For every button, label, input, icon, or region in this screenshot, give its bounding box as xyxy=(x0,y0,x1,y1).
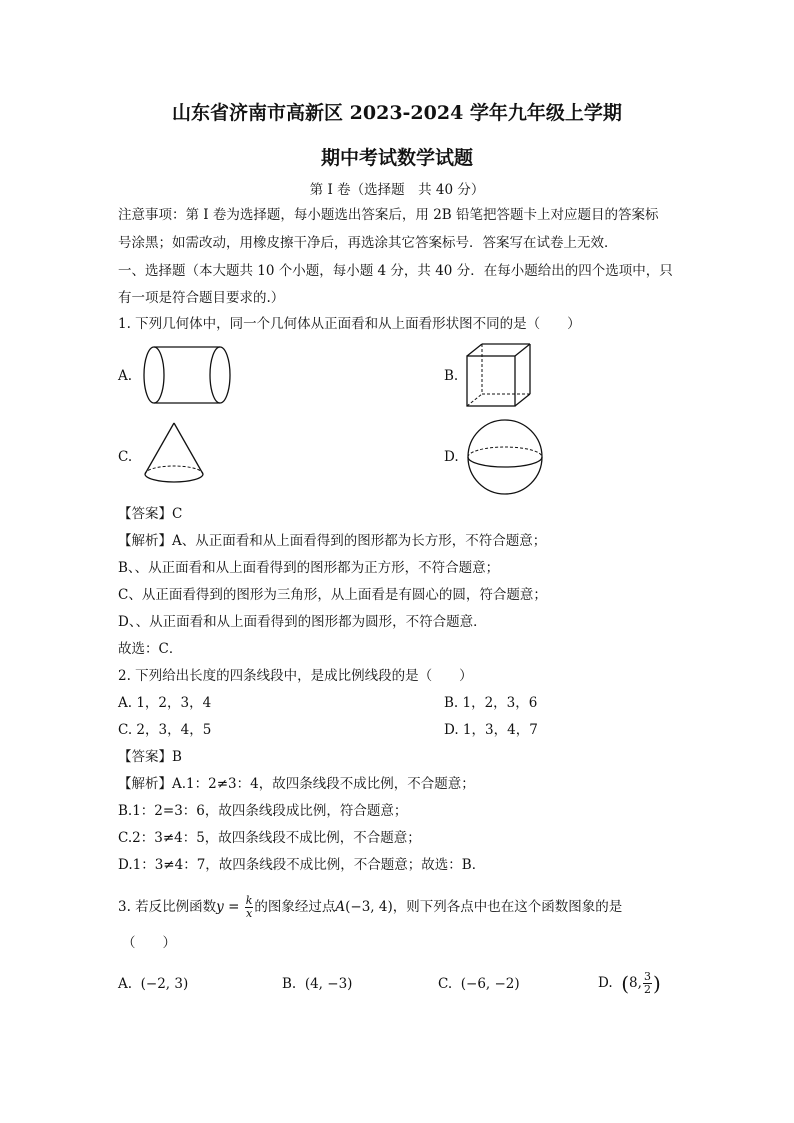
q1-analysis-line5: 故选：C． xyxy=(118,641,183,657)
notice-line1: 注意事项：第 I 卷为选择题，每小题选出答案后，用 2B 铅笔把答题卡上对应题目的答案标 xyxy=(118,207,659,223)
q2-answer: 【答案】B xyxy=(118,749,182,765)
q3-option-d-numerator: 3 xyxy=(643,970,651,983)
part1-line1: 一、选择题（本大题共 10 个小题，每小题 4 分，共 40 分．在每小题给出的四个选项中，只 xyxy=(118,263,673,279)
q1-analysis-line2: B、、从正面看和从上面看得到的图形都为正方形，不符合题意； xyxy=(118,560,500,576)
q3-option-d-open-paren: ( xyxy=(621,971,630,996)
q3-point-coords: (−3, 4) xyxy=(345,899,393,915)
q2-analysis-line4: D.1：3≠4：7，故四条线段不成比例，不合题意；故选：B． xyxy=(118,857,486,873)
q3-stem-prefix: 3. 若反比例函数 xyxy=(118,899,217,915)
q3-point-name: A xyxy=(335,899,346,915)
q3-option-b-label: B. xyxy=(282,976,297,992)
q3-function-y: y xyxy=(216,899,224,915)
q3-option-d-label: D. xyxy=(598,975,613,991)
q3-option-a-value: (−2, 3) xyxy=(140,976,189,992)
q3-option-d-fraction xyxy=(643,971,652,996)
q2-analysis-line2: B.1：2=3：6，故四条线段成比例，符合题意； xyxy=(118,803,408,819)
notice-line2: 号涂黑；如需改动，用橡皮擦干净后，再选涂其它答案标号．答案写在试卷上无效． xyxy=(118,235,618,251)
q3-fraction-denominator: x xyxy=(245,907,253,920)
q2-analysis-line1: 【解析】A.1：2≠3：4，故四条线段不成比例，不合题意； xyxy=(118,776,475,792)
cylinder-icon xyxy=(140,343,236,407)
q3-option-c-label: C. xyxy=(438,976,453,992)
q2-analysis-line3: C.2：3≠4：5，故四条线段不成比例，不合题意； xyxy=(118,830,421,846)
q3-option-d xyxy=(598,966,661,1001)
q3-option-b xyxy=(282,975,352,993)
q3-stem xyxy=(118,892,622,922)
q1-answer: 【答案】C xyxy=(118,506,183,522)
q3-stem-mid: 的图象经过点 xyxy=(254,899,336,915)
q3-option-c xyxy=(438,975,520,993)
q3-option-d-x: 8, xyxy=(629,975,642,991)
q3-function-eq: = xyxy=(223,899,244,915)
cube-icon xyxy=(464,342,534,410)
q1-analysis-line3: C、从正面看得到的图形为三角形，从上面看是有圆心的圆，符合题意； xyxy=(118,587,547,603)
q2-option-d: D. 1，3，4，7 xyxy=(444,722,538,738)
q2-option-b: B. 1，2，3，6 xyxy=(444,695,538,711)
q3-stem-suffix: ，则下列各点中也在这个函数图象的是 xyxy=(392,899,623,915)
q3-option-a-label: A. xyxy=(118,976,133,992)
section-heading: 第 I 卷（选择题 共 40 分） xyxy=(309,182,485,198)
exam-title-line2: 期中考试数学试题 xyxy=(320,147,473,169)
q3-function-fraction xyxy=(245,895,254,920)
exam-title-line1: 山东省济南市高新区 2023-2024 学年九年级上学期 xyxy=(172,102,622,124)
part1-line2: 有一项是符合题目要求的.） xyxy=(118,290,285,306)
q1-option-a-label: A. xyxy=(118,368,133,384)
q2-option-a: A. 1，2，3，4 xyxy=(118,695,212,711)
cone-icon xyxy=(142,420,206,490)
q1-analysis-line1: 【解析】A、从正面看和从上面看得到的图形都为长方形，不符合题意； xyxy=(118,533,547,549)
q3-option-d-close-paren: ) xyxy=(652,971,661,996)
q3-option-c-value: (−6, −2) xyxy=(460,976,520,992)
q3-option-d-denominator: 2 xyxy=(643,983,651,996)
q1-option-d-label: D. xyxy=(444,449,459,465)
q1-stem: 1. 下列几何体中，同一个几何体从正面看和从上面看形状图不同的是（ ） xyxy=(118,316,581,332)
q1-option-c-label: C. xyxy=(118,449,133,465)
q3-fraction-numerator: k xyxy=(245,894,253,907)
q1-analysis-line4: D、、从正面看和从上面看得到的图形都为圆形，不符合题意． xyxy=(118,614,487,630)
q3-option-a xyxy=(118,975,188,993)
q2-stem: 2. 下列给出长度的四条线段中，是成比例线段的是（ ） xyxy=(118,668,473,684)
q1-option-b-label: B. xyxy=(444,368,459,384)
sphere-icon xyxy=(466,418,544,496)
q3-paren: （ ） xyxy=(122,935,176,951)
q3-option-b-value: (4, −3) xyxy=(304,976,353,992)
q2-option-c: C. 2，3，4，5 xyxy=(118,722,212,738)
